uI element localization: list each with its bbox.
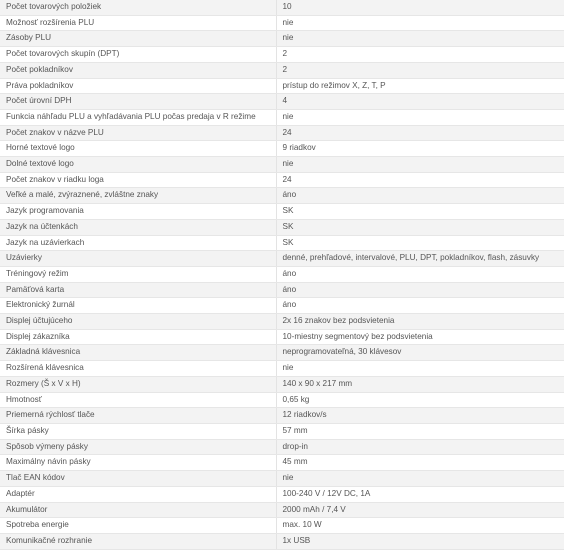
spec-label: Počet tovarových skupín (DPT) — [0, 47, 276, 63]
table-row — [0, 376, 564, 392]
spec-value: 10-miestny segmentový bez podsvietenia — [276, 329, 564, 345]
spec-label: Veľké a malé, zvýraznené, zvláštne znaky — [0, 188, 276, 204]
table-row — [0, 314, 564, 330]
table-row — [0, 423, 564, 439]
spec-label: Práva pokladníkov — [0, 78, 276, 94]
spec-label: Počet znakov v riadku loga — [0, 172, 276, 188]
table-row — [0, 533, 564, 549]
table-row — [0, 172, 564, 188]
spec-label: Pamäťová karta — [0, 282, 276, 298]
spec-value: 24 — [276, 172, 564, 188]
spec-label: Jazyk programovania — [0, 204, 276, 220]
spec-value: 2000 mAh / 7,4 V — [276, 502, 564, 518]
spec-value: SK — [276, 204, 564, 220]
spec-label: Maximálny návin pásky — [0, 455, 276, 471]
spec-value: neprogramovateľná, 30 klávesov — [276, 345, 564, 361]
table-row — [0, 157, 564, 173]
spec-label: Hmotnosť — [0, 392, 276, 408]
spec-label: Základná klávesnica — [0, 345, 276, 361]
spec-value: max. 10 W — [276, 518, 564, 534]
spec-value: nie — [276, 31, 564, 47]
spec-value: 1x USB — [276, 533, 564, 549]
spec-value: 12 riadkov/s — [276, 408, 564, 424]
spec-value: 2 — [276, 47, 564, 63]
spec-value: SK — [276, 219, 564, 235]
spec-value: nie — [276, 471, 564, 487]
spec-value: 4 — [276, 94, 564, 110]
table-row — [0, 266, 564, 282]
spec-value: áno — [276, 282, 564, 298]
spec-label: Rozmery (Š x V x H) — [0, 376, 276, 392]
spec-label: Elektronický žurnál — [0, 298, 276, 314]
table-row — [0, 298, 564, 314]
spec-label: Spôsob výmeny pásky — [0, 439, 276, 455]
spec-label: Počet znakov v názve PLU — [0, 125, 276, 141]
spec-label: Adaptér — [0, 486, 276, 502]
spec-label: Šírka pásky — [0, 423, 276, 439]
spec-value: SK — [276, 235, 564, 251]
table-row — [0, 486, 564, 502]
table-row — [0, 94, 564, 110]
spec-value: nie — [276, 157, 564, 173]
spec-label: Horné textové logo — [0, 141, 276, 157]
spec-value: nie — [276, 361, 564, 377]
table-row — [0, 78, 564, 94]
spec-label: Tréningový režim — [0, 266, 276, 282]
table-row — [0, 15, 564, 31]
table-row — [0, 31, 564, 47]
table-row — [0, 62, 564, 78]
spec-label: Jazyk na uzávierkach — [0, 235, 276, 251]
table-row — [0, 204, 564, 220]
spec-value: prístup do režimov X, Z, T, P — [276, 78, 564, 94]
table-row — [0, 455, 564, 471]
spec-value: denné, prehľadové, intervalové, PLU, DPT, pokladníkov, flash, zásuvky — [276, 251, 564, 267]
spec-value: nie — [276, 109, 564, 125]
spec-label: Počet tovarových položiek — [0, 0, 276, 15]
spec-value: 57 mm — [276, 423, 564, 439]
table-row — [0, 408, 564, 424]
table-row — [0, 188, 564, 204]
spec-value: 10 — [276, 0, 564, 15]
table-row — [0, 345, 564, 361]
spec-value: 24 — [276, 125, 564, 141]
table-row — [0, 282, 564, 298]
spec-label: Počet pokladníkov — [0, 62, 276, 78]
spec-label: Rozšírená klávesnica — [0, 361, 276, 377]
spec-value: 45 mm — [276, 455, 564, 471]
spec-label: Priemerná rýchlosť tlače — [0, 408, 276, 424]
spec-value: 100-240 V / 12V DC, 1A — [276, 486, 564, 502]
spec-label: Spotreba energie — [0, 518, 276, 534]
table-row — [0, 471, 564, 487]
table-row — [0, 251, 564, 267]
table-row — [0, 502, 564, 518]
table-row — [0, 125, 564, 141]
spec-label: Uzávierky — [0, 251, 276, 267]
table-row — [0, 439, 564, 455]
table-row — [0, 141, 564, 157]
spec-label: Akumulátor — [0, 502, 276, 518]
table-row — [0, 392, 564, 408]
spec-label: Funkcia náhľadu PLU a vyhľadávania PLU počas predaja v R režime — [0, 109, 276, 125]
table-row — [0, 329, 564, 345]
spec-label: Dolné textové logo — [0, 157, 276, 173]
spec-value: 9 riadkov — [276, 141, 564, 157]
spec-label: Displej účtujúceho — [0, 314, 276, 330]
spec-label: Komunikačné rozhranie — [0, 533, 276, 549]
spec-value: áno — [276, 298, 564, 314]
table-row — [0, 47, 564, 63]
spec-value: 2 — [276, 62, 564, 78]
spec-label: Displej zákazníka — [0, 329, 276, 345]
table-row — [0, 518, 564, 534]
table-row — [0, 109, 564, 125]
spec-value: 2x 16 znakov bez podsvietenia — [276, 314, 564, 330]
spec-label: Zásoby PLU — [0, 31, 276, 47]
spec-value: 0,65 kg — [276, 392, 564, 408]
spec-value: 140 x 90 x 217 mm — [276, 376, 564, 392]
spec-value: áno — [276, 266, 564, 282]
table-row — [0, 219, 564, 235]
table-row — [0, 235, 564, 251]
spec-label: Jazyk na účtenkách — [0, 219, 276, 235]
spec-value: áno — [276, 188, 564, 204]
spec-label: Tlač EAN kódov — [0, 471, 276, 487]
spec-value: nie — [276, 15, 564, 31]
spec-label: Počet úrovní DPH — [0, 94, 276, 110]
table-row — [0, 361, 564, 377]
spec-label: Možnosť rozšírenia PLU — [0, 15, 276, 31]
table-row — [0, 0, 564, 15]
spec-value: drop-in — [276, 439, 564, 455]
